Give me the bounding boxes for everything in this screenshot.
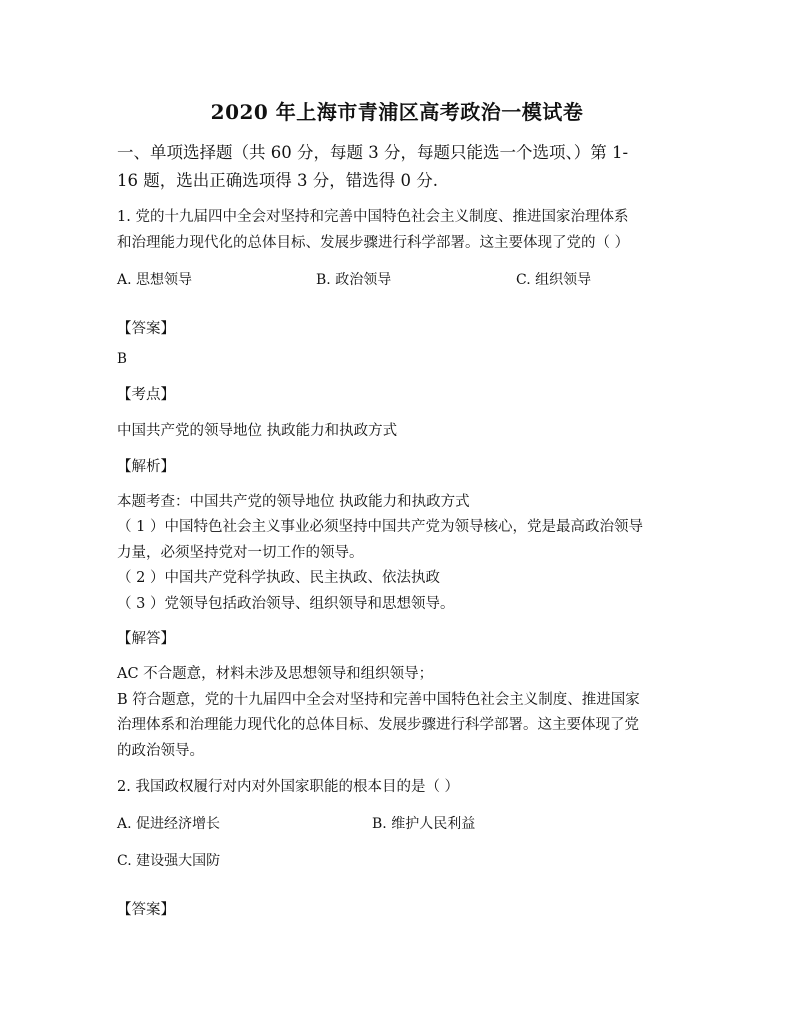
- question-1-solution-line-2: B 符合题意，党的十九届四中全会对坚持和完善中国特色社会主义制度、推进国家: [117, 692, 640, 708]
- question-1-analysis-line-3: 力量，必须坚持党对一切工作的领导。: [117, 545, 364, 561]
- question-1-solution-line-3: 治理体系和治理能力现代化的总体目标、发展步骤进行科学部署。这主要体现了党: [117, 717, 639, 733]
- question-1-stem-line-2: 和治理能力现代化的总体目标、发展步骤进行科学部署。这主要体现了党的（ ）: [117, 235, 630, 251]
- question-1-analysis-line-2: （ 1 ）中国特色社会主义事业必须坚持中国共产党为领导核心，党是最高政治领导: [117, 519, 643, 535]
- question-1-solution-line-1: AC 不合题意，材料未涉及思想领导和组织领导；: [117, 666, 434, 682]
- question-1-answer: B: [117, 351, 127, 367]
- question-1-answer-tag: 【答案】: [117, 321, 175, 337]
- question-2-option-a: A. 促进经济增长: [117, 816, 221, 832]
- question-1-analysis-line-1: 本题考查：中国共产党的领导地位 执政能力和执政方式: [117, 494, 470, 510]
- question-1-analysis-line-4: （ 2 ）中国共产党科学执政、民主执政、依法执政: [117, 570, 440, 586]
- question-1-stem-line-1: 1. 党的十九届四中全会对坚持和完善中国特色社会主义制度、推进国家治理体系: [117, 209, 629, 225]
- page-title: 2020 年上海市青浦区高考政治一模试卷: [210, 100, 584, 124]
- question-1-point-tag: 【考点】: [117, 387, 175, 403]
- question-1-point: 中国共产党的领导地位 执政能力和执政方式: [117, 423, 398, 439]
- question-2-answer-tag: 【答案】: [117, 902, 175, 918]
- section-heading-line-1: 一、单项选择题（共 60 分，每题 3 分，每题只能选一个选项、）第 1-: [117, 143, 629, 162]
- question-2-option-c: C. 建设强大国防: [117, 853, 221, 869]
- question-1-option-c: C. 组织领导: [516, 272, 592, 288]
- section-heading-line-2: 16 题，选出正确选项得 3 分，错选得 0 分.: [117, 171, 438, 190]
- question-1-option-b: B. 政治领导: [316, 272, 392, 288]
- question-1-solution-tag: 【解答】: [117, 631, 175, 647]
- question-1-option-a: A. 思想领导: [117, 272, 193, 288]
- question-1-analysis-tag: 【解析】: [117, 459, 175, 475]
- question-1-solution-line-4: 的政治领导。: [117, 743, 204, 759]
- question-1-analysis-line-5: （ 3 ）党领导包括政治领导、组织领导和思想领导。: [117, 596, 455, 612]
- question-2-option-b: B. 维护人民利益: [372, 816, 476, 832]
- question-2-stem: 2. 我国政权履行对内对外国家职能的根本目的是（ ）: [117, 779, 460, 795]
